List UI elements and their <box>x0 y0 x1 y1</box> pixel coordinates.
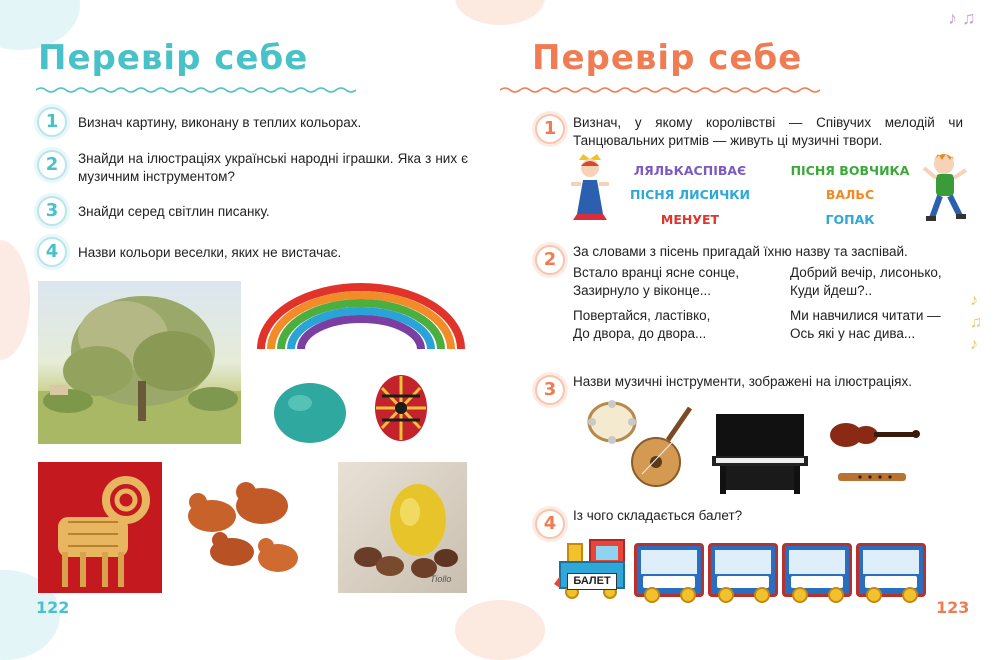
song-verse: Повертайся, ластівко, До двора, до двора... <box>573 308 711 341</box>
wagon-scene <box>715 550 771 574</box>
right-title-wave <box>500 86 820 94</box>
wheel-icon <box>718 587 734 603</box>
violin-icon <box>826 418 922 452</box>
clay-whistle-toys-image <box>180 470 305 580</box>
left-task-4-number: 4 <box>37 237 67 267</box>
song-verse: Добрий вечір, лисонько, Куди йдеш?.. <box>790 265 942 298</box>
right-task-1-text: Визнач, у якому королівстві — Співучих мелодій чи Танцювальних ритмів — живуть ці музичні твори. <box>573 115 963 148</box>
right-task-1-number: 1 <box>535 114 565 144</box>
right-page-title: Перевір себе <box>532 38 803 78</box>
left-page-title: Перевір себе <box>38 38 309 78</box>
wagon-scene <box>863 550 919 574</box>
left-task-3-number: 3 <box>37 196 67 226</box>
right-task-4-text: Із чого складається балет? <box>573 508 743 523</box>
music-notes-decor-right: ♪ ♫ ♪ <box>970 292 982 353</box>
wagon-scene <box>641 550 697 574</box>
piano-icon <box>712 412 808 496</box>
song-label: ГОПАК <box>825 212 875 227</box>
wheel-icon <box>754 587 770 603</box>
left-task-1-number: 1 <box>37 107 67 137</box>
left-task-2-text: Знайди на ілюстраціях українські народні іграшки. Яка з них є музичним інструментом? <box>78 151 468 184</box>
kobza-lute-icon <box>628 404 694 490</box>
wheel-icon <box>866 587 882 603</box>
still-life-painting <box>338 462 467 593</box>
train-label: БАЛЕТ <box>567 573 617 590</box>
song-label: ЛЯЛЬКАСПІВАЄ <box>633 163 747 178</box>
left-title-wave <box>36 86 356 94</box>
wheel-icon <box>680 587 696 603</box>
right-page-number: 123 <box>936 598 970 617</box>
green-egg-image <box>270 375 350 447</box>
rainbow-image <box>255 281 467 351</box>
dancing-boy-character-icon <box>922 150 970 224</box>
painting-tree-landscape <box>38 281 241 444</box>
song-verse: Ми навчилися читати — Ось які у нас дива... <box>790 308 941 341</box>
song-label: ПІСНЯ ВОВЧИКА <box>790 163 910 178</box>
pysanka-egg-image <box>372 370 430 444</box>
wagon-scene <box>789 550 845 574</box>
left-page-number: 122 <box>36 598 70 617</box>
left-task-2-number: 2 <box>37 150 67 180</box>
song-verse: Встало вранці ясне сонце, Зазирнуло у віконце... <box>573 265 740 298</box>
song-label: ВАЛЬС <box>825 187 875 202</box>
right-task-2-text: За словами з пісень пригадай їхню назву та заспівай. <box>573 244 908 259</box>
left-task-1-text: Визнач картину, виконану в теплих кольорах. <box>78 115 362 130</box>
left-task-3-text: Знайди серед світлин писанку. <box>78 204 270 219</box>
right-task-2-number: 2 <box>535 245 565 275</box>
song-label: ПІСНЯ ЛИСИЧКИ <box>630 187 750 202</box>
straw-ram-toy-image <box>38 462 162 593</box>
wheel-icon <box>644 587 660 603</box>
right-task-3-text: Назви музичні інструменти, зображені на ілюстраціях. <box>573 374 912 389</box>
music-notes-decor: ♪ ♫ <box>948 8 976 28</box>
flute-sopilka-icon <box>838 470 908 484</box>
wheel-icon <box>792 587 808 603</box>
decor-blob-top-center <box>455 0 545 25</box>
right-task-4-number: 4 <box>535 509 565 539</box>
right-task-3-number: 3 <box>535 375 565 405</box>
doll-character-icon <box>565 152 615 224</box>
locomotive-icon <box>554 538 632 600</box>
left-task-4-text: Назви кольори веселки, яких не вистачає. <box>78 245 342 260</box>
painting-signature: Tiollo <box>430 574 452 584</box>
decor-blob-bottom-center <box>455 600 545 660</box>
wheel-icon <box>902 587 918 603</box>
song-label: МЕНУЕТ <box>660 212 720 227</box>
decor-blob-left <box>0 240 30 360</box>
wheel-icon <box>828 587 844 603</box>
